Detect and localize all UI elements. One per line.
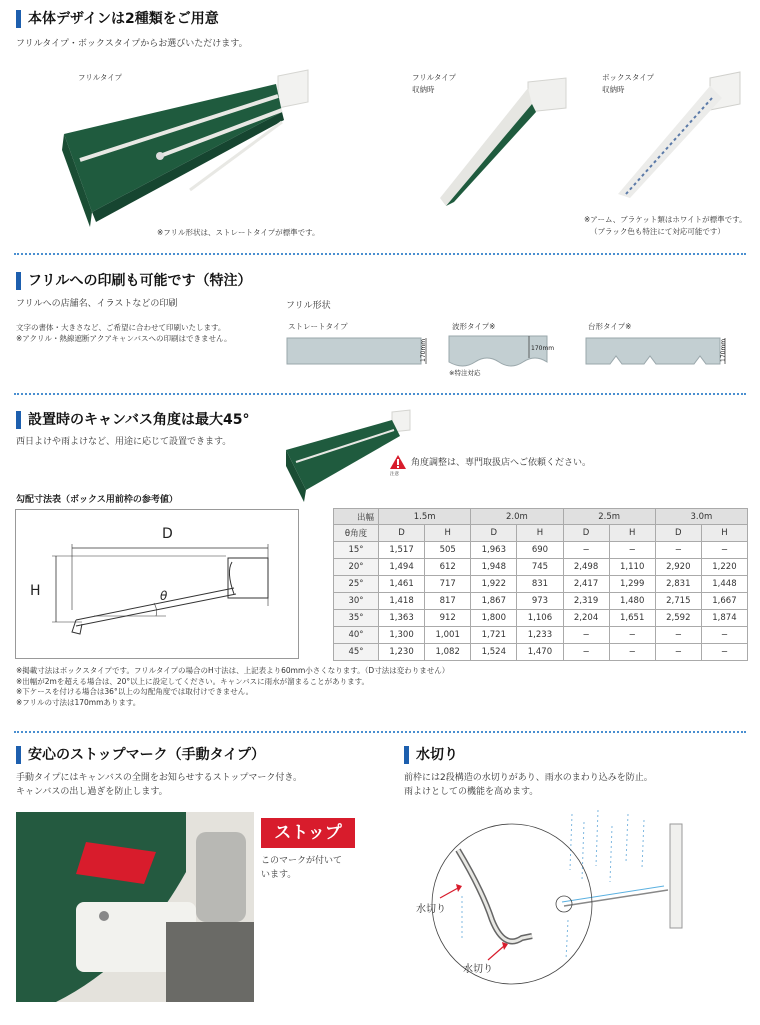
value-cell: 817 [425, 593, 471, 610]
sub-header-d: D [471, 525, 517, 542]
label-frill-stored: フリルタイプ [412, 73, 457, 82]
label-box-stored-2: 収納時 [602, 85, 625, 94]
value-cell: 1,230 [379, 644, 425, 661]
note-arm-1: ※アーム、ブラケット類はホワイトが標準です。 [584, 215, 747, 224]
value-cell: 912 [425, 610, 471, 627]
value-cell: − [563, 627, 609, 644]
value-cell: 690 [517, 542, 563, 559]
sub-header-h: H [517, 525, 563, 542]
value-cell: 1,922 [471, 576, 517, 593]
dim-label: 170mm [531, 345, 555, 352]
value-cell: 745 [517, 559, 563, 576]
sub-header-h: H [425, 525, 471, 542]
section4-title: 安心のストップマーク（手動タイプ） [28, 747, 266, 763]
section1-subtitle: フリルタイプ・ボックスタイプからお選びいただけます。 [16, 39, 248, 49]
shape-wave-label: 波形タイプ※ [452, 322, 496, 331]
section3-subtitle: 西日よけや雨よけなど、用途に応じて設置できます。 [16, 437, 232, 447]
table-note: ※掲載寸法はボックスタイプです。フリルタイプの場合のH寸法は、上記表より60mm小さくなります。（D寸法は変わりません） [16, 666, 450, 675]
value-cell: 1,470 [517, 644, 563, 661]
value-cell: 1,299 [609, 576, 655, 593]
angle-diagram-drawing [16, 510, 296, 656]
table-row [334, 593, 748, 610]
table-row [334, 576, 748, 593]
dim-label: 170mm [420, 338, 427, 362]
stop-mark-label: ストップ [261, 818, 355, 848]
table-row [334, 542, 748, 559]
section2-subtitle: フリルへの店舗名、イラストなどの印刷 [16, 299, 178, 309]
water-cut-diagram [412, 810, 694, 980]
table-note: ※下ケースを付ける場合は36°以上の勾配角度では取付けできません。 [16, 687, 254, 696]
sub-header-h: H [609, 525, 655, 542]
value-cell: 612 [425, 559, 471, 576]
shape-trapezoid-label: 台形タイプ※ [588, 322, 632, 331]
diagram-d-label: D [162, 526, 173, 542]
section-divider [14, 393, 746, 395]
value-cell: 1,418 [379, 593, 425, 610]
value-cell: − [701, 627, 747, 644]
stop-caption-1: このマークが付いて [261, 856, 343, 866]
value-cell: − [563, 644, 609, 661]
header-angle: θ角度 [334, 525, 379, 542]
stop-caption-2: います。 [261, 870, 297, 880]
note-special: ※特注対応 [449, 369, 481, 377]
section-divider [14, 253, 746, 255]
value-cell: 1,800 [471, 610, 517, 627]
label-frill-stored-2: 収納時 [412, 85, 435, 94]
sub-header-d: D [655, 525, 701, 542]
angle-cell: 20° [334, 559, 379, 576]
diagram-theta-label: θ [160, 589, 168, 603]
value-cell: − [701, 644, 747, 661]
value-cell: 1,300 [379, 627, 425, 644]
value-cell: 1,494 [379, 559, 425, 576]
warning-icon-label: 注意 [390, 472, 399, 477]
value-cell: 1,461 [379, 576, 425, 593]
section-marker [16, 272, 21, 290]
value-cell: − [609, 644, 655, 661]
table-row [334, 627, 748, 644]
width-header: 3.0m [655, 509, 747, 525]
section1-title: 本体デザインは2種類をご用意 [28, 11, 219, 27]
width-header: 2.5m [563, 509, 655, 525]
value-cell: 2,204 [563, 610, 609, 627]
value-cell: − [563, 542, 609, 559]
angle-cell: 40° [334, 627, 379, 644]
value-cell: 1,001 [425, 627, 471, 644]
water-cut-callout-1: 水切り [416, 904, 446, 915]
angle-cell: 25° [334, 576, 379, 593]
section4-desc-2: キャンバスの出し過ぎを防止します。 [16, 787, 168, 797]
value-cell: 1,867 [471, 593, 517, 610]
angle-cell: 30° [334, 593, 379, 610]
value-cell: 2,920 [655, 559, 701, 576]
section2-desc-1: 文字の書体・大きさなど、ご希望に合わせて印刷いたします。 [16, 323, 226, 332]
section-divider [14, 731, 746, 733]
value-cell: 2,715 [655, 593, 701, 610]
value-cell: 2,592 [655, 610, 701, 627]
table-note: ※出幅が2mを超える場合は、20°以上に設定してください。キャンバスに雨水が溜まることがあります。 [16, 676, 370, 686]
value-cell: − [655, 627, 701, 644]
value-cell: 1,110 [609, 559, 655, 576]
value-cell: 1,517 [379, 542, 425, 559]
value-cell: 1,480 [609, 593, 655, 610]
angle-table [333, 508, 748, 661]
dim-label: 170mm [720, 338, 727, 362]
value-cell: 1,963 [471, 542, 517, 559]
sub-header-d: D [379, 525, 425, 542]
section4-desc-1: 手動タイプにはキャンバスの全開をお知らせするストップマーク付き。 [16, 773, 303, 783]
section5-desc-1: 前枠には2段構造の水切りがあり、雨水のまわり込みを防止。 [404, 773, 653, 783]
section3-title: 設置時のキャンバス角度は最大45° [28, 412, 250, 428]
value-cell: 1,651 [609, 610, 655, 627]
value-cell: 2,319 [563, 593, 609, 610]
shape-straight-image [287, 336, 437, 368]
value-cell: 1,948 [471, 559, 517, 576]
table-row [334, 559, 748, 576]
stop-mark-photo [16, 812, 254, 1002]
note-arm-2: （ブラック色も特注にて対応可能です） [590, 227, 725, 236]
angle-cell: 15° [334, 542, 379, 559]
value-cell: 1,220 [701, 559, 747, 576]
value-cell: − [701, 542, 747, 559]
value-cell: − [609, 542, 655, 559]
warning-icon [389, 454, 407, 472]
section-marker [404, 746, 409, 764]
awning-frill-stored-image [428, 74, 576, 214]
value-cell: 831 [517, 576, 563, 593]
value-cell: 2,417 [563, 576, 609, 593]
value-cell: 1,874 [701, 610, 747, 627]
value-cell: − [655, 542, 701, 559]
value-cell: − [609, 627, 655, 644]
section2-desc-2: ※アクリル・熱線遮断アクアキャンバスへの印刷はできません。 [16, 334, 232, 343]
value-cell: 2,498 [563, 559, 609, 576]
section-marker [16, 10, 21, 28]
value-cell: 1,721 [471, 627, 517, 644]
angle-cell: 45° [334, 644, 379, 661]
value-cell: 505 [425, 542, 471, 559]
note-frill: ※フリル形状は、ストレートタイプが標準です。 [157, 228, 320, 237]
water-cut-callout-2: 水切り [463, 964, 493, 975]
section-marker [16, 411, 21, 429]
awning-frill-open-image [50, 62, 320, 232]
value-cell: 1,524 [471, 644, 517, 661]
shape-straight-label: ストレートタイプ [288, 322, 348, 331]
section5-title: 水切り [416, 747, 458, 763]
header-width: 出幅 [334, 509, 379, 525]
shape-wave-image [449, 334, 559, 370]
table-notes [16, 666, 449, 708]
table-note: ※フリルの寸法は170mmあります。 [16, 697, 141, 707]
value-cell: 1,363 [379, 610, 425, 627]
value-cell: 1,233 [517, 627, 563, 644]
value-cell: 973 [517, 593, 563, 610]
section5-desc-2: 雨よけとしての機能を高めます。 [404, 787, 539, 797]
width-header: 1.5m [379, 509, 471, 525]
value-cell: − [655, 644, 701, 661]
table-row [334, 644, 748, 661]
sub-header-h: H [701, 525, 747, 542]
label-box-stored: ボックスタイプ [602, 73, 655, 82]
width-header: 2.0m [471, 509, 563, 525]
diagram-h-label: H [30, 583, 41, 599]
label-frill: フリルタイプ [78, 73, 123, 82]
value-cell: 2,831 [655, 576, 701, 593]
awning-box-stored-image [612, 70, 752, 210]
angle-cell: 35° [334, 610, 379, 627]
section2-title: フリルへの印刷も可能です（特注） [28, 273, 252, 289]
warning-text: 角度調整は、専門取扱店へご依頼ください。 [411, 458, 592, 468]
shape-trapezoid-image [586, 336, 736, 368]
value-cell: 1,082 [425, 644, 471, 661]
value-cell: 717 [425, 576, 471, 593]
value-cell: 1,448 [701, 576, 747, 593]
table-row [334, 610, 748, 627]
shape-title: フリル形状 [286, 301, 331, 311]
section-marker [16, 746, 21, 764]
value-cell: 1,106 [517, 610, 563, 627]
table-title: 勾配寸法表（ボックス用前枠の参考値） [16, 495, 178, 505]
sub-header-d: D [563, 525, 609, 542]
value-cell: 1,667 [701, 593, 747, 610]
